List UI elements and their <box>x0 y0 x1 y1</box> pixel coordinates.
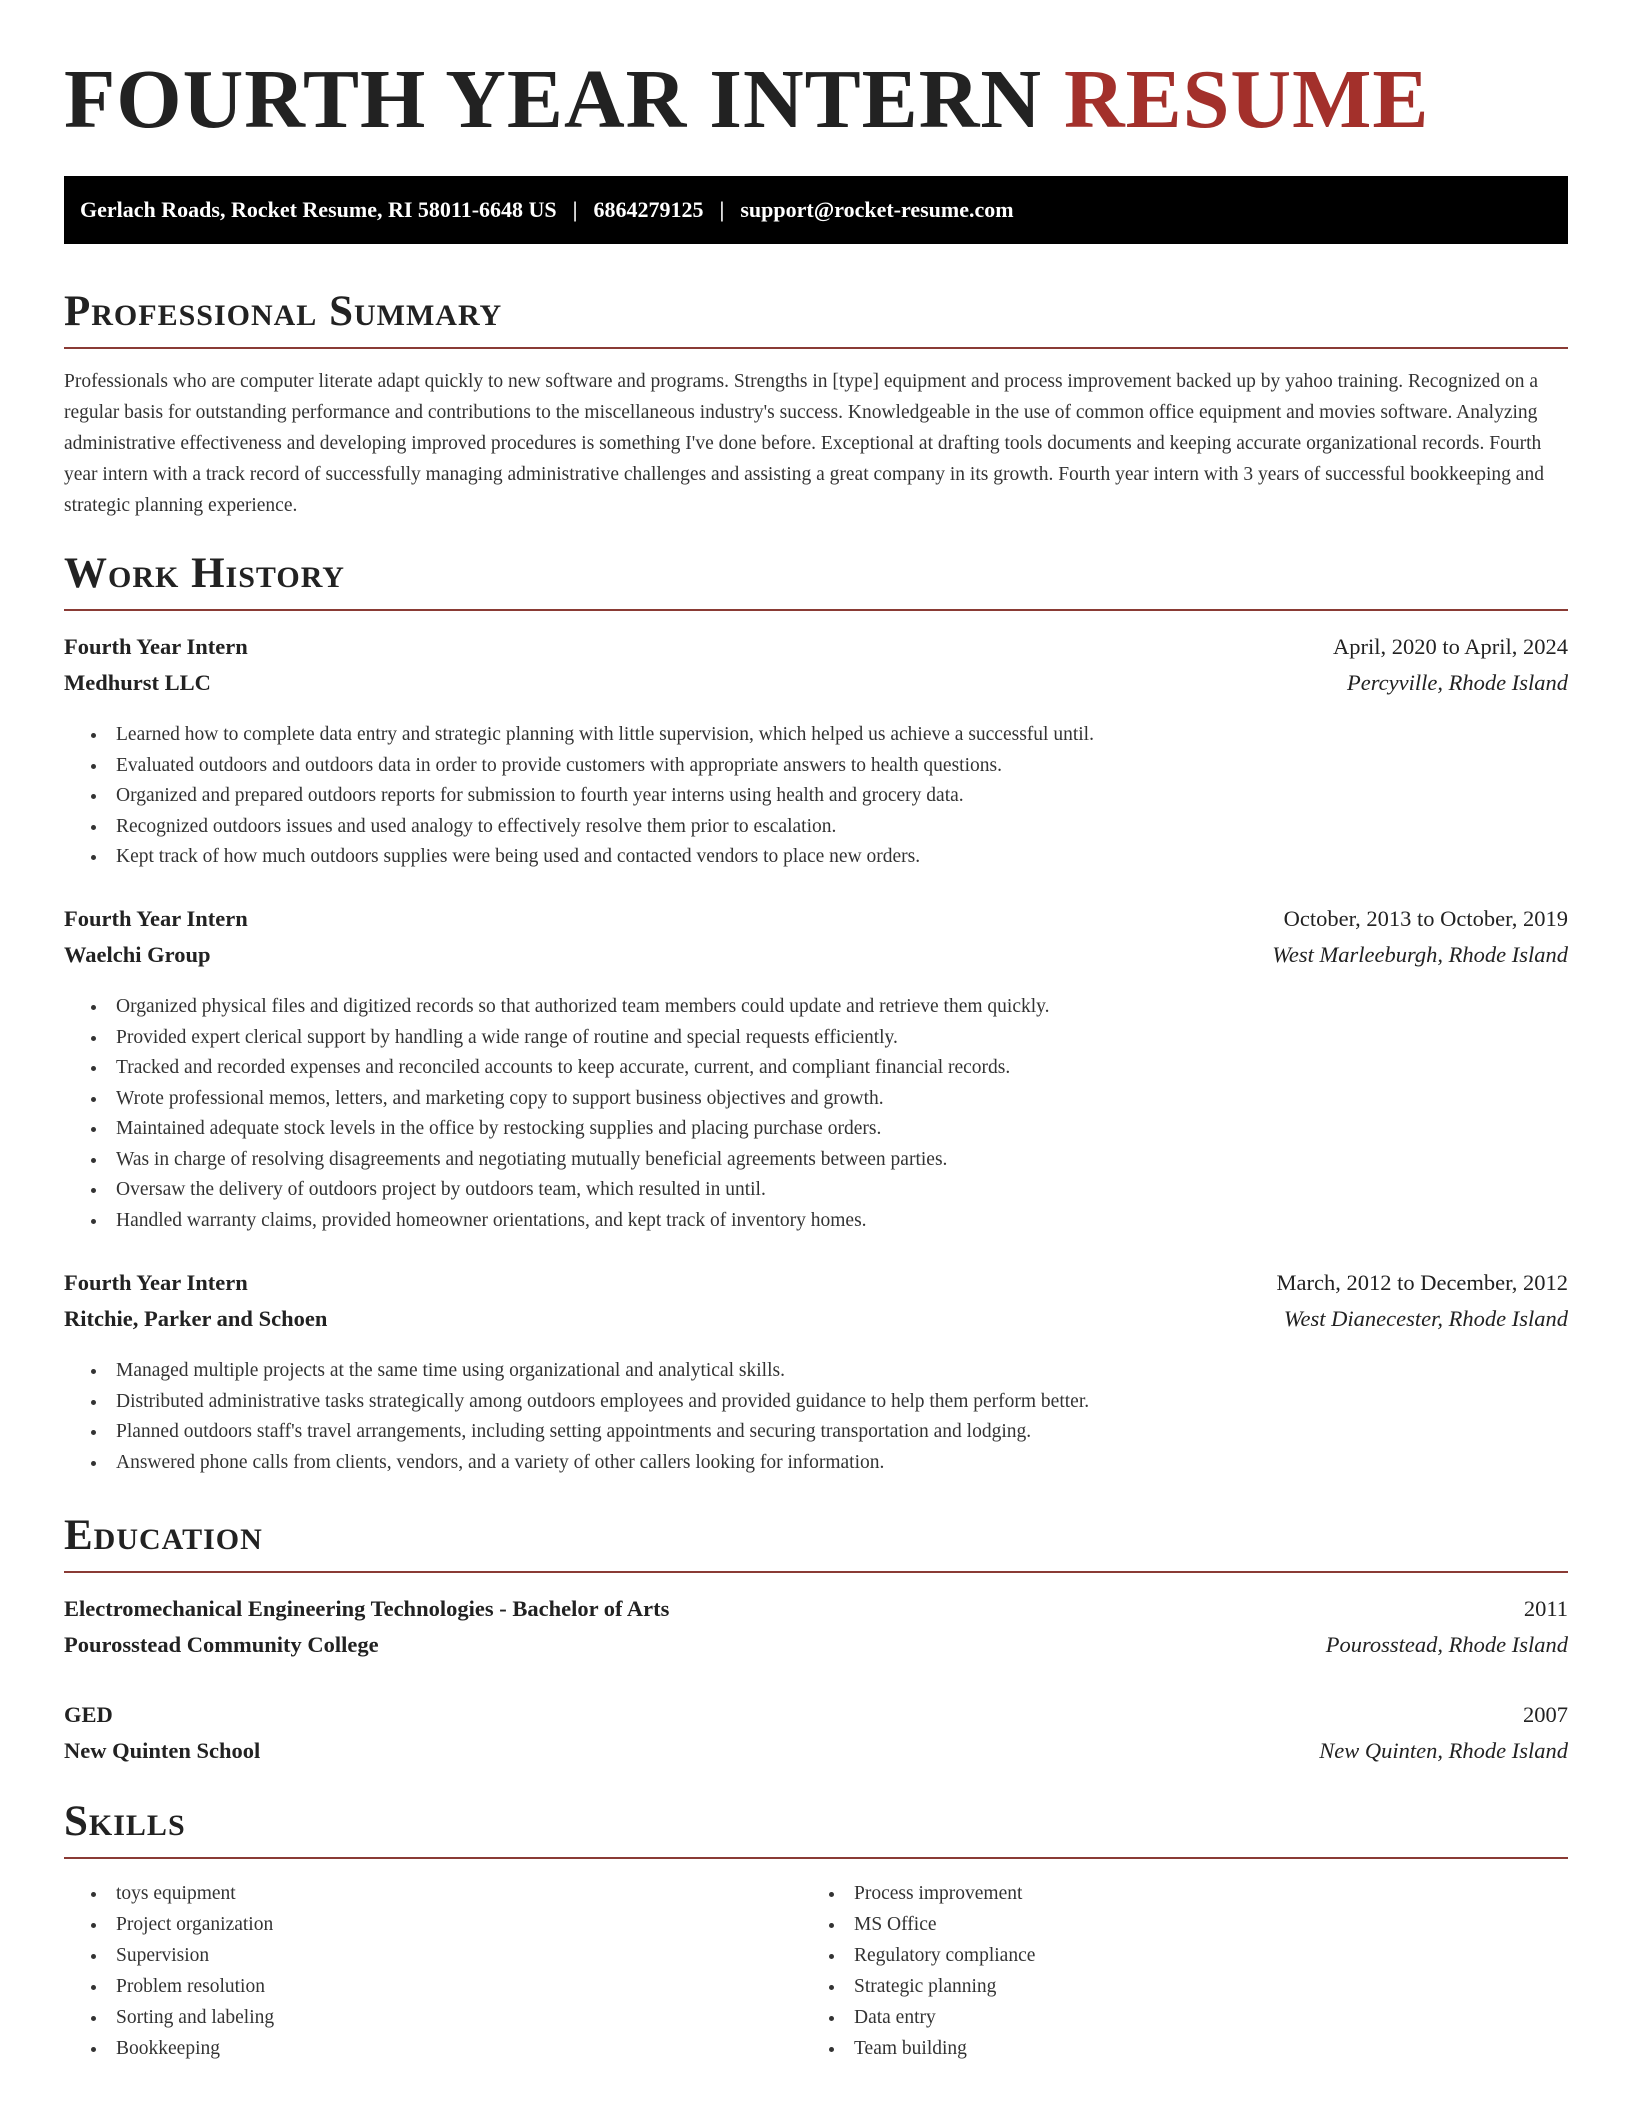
education-header <box>64 1702 1568 1728</box>
contact-email: support@rocket-resume.com <box>740 197 1014 222</box>
education-header <box>64 1596 1568 1622</box>
list-item: • Planned outdoors staff's travel arrangements, including setting appointments and securing transportation and lodging. <box>108 1417 1548 1448</box>
job-header <box>64 1270 1568 1296</box>
contact-address: Gerlach Roads, Rocket Resume, RI 58011-6648 US <box>80 197 557 222</box>
job-location: West Marleeburgh, Rhode Island <box>1272 942 1568 967</box>
job-location: Percyville, Rhode Island <box>1347 670 1568 695</box>
job-company: Ritchie, Parker and Schoen <box>64 1306 328 1331</box>
list-item: • Recognized outdoors issues and used analogy to effectively resolve them prior to escalation. <box>108 812 1548 843</box>
list-item: • Answered phone calls from clients, vendors, and a variety of other callers looking for information. <box>108 1448 1548 1479</box>
job-header <box>64 906 1568 932</box>
contact-phone: 6864279125 <box>593 197 704 222</box>
list-item: • Organized physical files and digitized records so that authorized team members could update and retrieve them quickly. <box>108 992 1548 1023</box>
list-item: • Distributed administrative tasks strategically among outdoors employees and provided guidance to help them perform better. <box>108 1387 1548 1418</box>
job-bullets <box>108 1356 1548 1478</box>
section-title-skills: Skills <box>64 1800 1568 1859</box>
skill-item: • Project organization <box>108 1909 808 1940</box>
skill-item: • Team building <box>846 2033 1546 2064</box>
list-item: • Managed multiple projects at the same time using organizational and analytical skills. <box>108 1356 1548 1387</box>
job-dates: March, 2012 to December, 2012 <box>1276 1270 1568 1295</box>
education-location: Pourosstead, Rhode Island <box>1325 1632 1568 1657</box>
skill-item: • Sorting and labeling <box>108 2002 808 2033</box>
skill-item: • Regulatory compliance <box>846 1940 1546 1971</box>
job-company-row <box>64 942 1568 968</box>
education-school-row <box>64 1632 1568 1658</box>
list-item: • Evaluated outdoors and outdoors data in order to provide customers with appropriate answers to health questions. <box>108 751 1548 782</box>
skill-item: • Process improvement <box>846 1878 1546 1909</box>
job-dates: April, 2020 to April, 2024 <box>1333 634 1568 659</box>
education-degree: GED <box>64 1702 113 1727</box>
list-item: • Organized and prepared outdoors reports for submission to fourth year interns using health and grocery data. <box>108 781 1548 812</box>
title-accent: RESUME <box>1064 53 1430 146</box>
title-main: FOURTH YEAR INTERN <box>64 53 1043 146</box>
skill-item: • toys equipment <box>108 1878 808 1909</box>
list-item: • Tracked and recorded expenses and reconciled accounts to keep accurate, current, and compliant financial records. <box>108 1053 1548 1084</box>
skill-item: • Strategic planning <box>846 1971 1546 2002</box>
education-school: New Quinten School <box>64 1738 261 1763</box>
job-dates: October, 2013 to October, 2019 <box>1283 906 1568 931</box>
skill-item: • Bookkeeping <box>108 2033 808 2064</box>
education-school: Pourosstead Community College <box>64 1632 379 1657</box>
contact-separator: | <box>719 197 725 222</box>
education-year: 2007 <box>1523 1702 1568 1727</box>
skill-item: • MS Office <box>846 1909 1546 1940</box>
list-item: • Learned how to complete data entry and strategic planning with little supervision, which helped us achieve a successful until. <box>108 720 1548 751</box>
skill-item: • Data entry <box>846 2002 1546 2033</box>
section-title-work-history: Work History <box>64 552 1568 611</box>
list-item: • Oversaw the delivery of outdoors project by outdoors team, which resulted in until. <box>108 1175 1548 1206</box>
job-company: Medhurst LLC <box>64 670 211 695</box>
job-company-row <box>64 1306 1568 1332</box>
skill-item: • Problem resolution <box>108 1971 808 2002</box>
contact-separator: | <box>572 197 578 222</box>
skills-list-left <box>108 1878 808 2064</box>
resume-title <box>64 53 1430 146</box>
summary-text: Professionals who are computer literate adapt quickly to new software and programs. Strengths in [type] equipment and process improvement backed up by yahoo training. Recognized on a regular basis for outstanding performance and contributions to the miscellaneous industry's success. Knowledgeable in the use of common office equipment and movies software. Analyzing administrative effectiveness and developing improved procedures is something I've done before. Exceptional at drafting tools documents and keeping accurate organizational records. Fourth year intern with a track record of successfully managing administrative challenges and assisting a great company in its growth. Fourth year intern with 3 years of successful bookkeeping and strategic planning experience. <box>64 371 1544 516</box>
skill-item: • Supervision <box>108 1940 808 1971</box>
skills-list-right <box>846 1878 1546 2064</box>
job-title: Fourth Year Intern <box>64 906 248 931</box>
section-title-education: Education <box>64 1514 1568 1573</box>
job-title: Fourth Year Intern <box>64 634 248 659</box>
list-item: • Handled warranty claims, provided homeowner orientations, and kept track of inventory homes. <box>108 1206 1548 1237</box>
education-year: 2011 <box>1523 1596 1568 1621</box>
job-header <box>64 634 1568 660</box>
list-item: • Kept track of how much outdoors supplies were being used and contacted vendors to place new orders. <box>108 842 1548 873</box>
job-bullets <box>108 720 1548 873</box>
job-title: Fourth Year Intern <box>64 1270 248 1295</box>
list-item: • Maintained adequate stock levels in the office by restocking supplies and placing purchase orders. <box>108 1114 1548 1145</box>
job-location: West Dianecester, Rhode Island <box>1283 1306 1568 1331</box>
job-company: Waelchi Group <box>64 942 211 967</box>
education-school-row <box>64 1738 1568 1764</box>
education-degree: Electromechanical Engineering Technologies - Bachelor of Arts <box>64 1596 670 1621</box>
list-item: • Wrote professional memos, letters, and marketing copy to support business objectives and growth. <box>108 1084 1548 1115</box>
section-title-summary: Professional Summary <box>64 290 1568 349</box>
contact-bar <box>64 176 1568 244</box>
job-company-row <box>64 670 1568 696</box>
list-item: • Was in charge of resolving disagreements and negotiating mutually beneficial agreements between parties. <box>108 1145 1548 1176</box>
job-bullets <box>108 992 1548 1236</box>
education-location: New Quinten, Rhode Island <box>1319 1738 1568 1763</box>
list-item: • Provided expert clerical support by handling a wide range of routine and special requests efficiently. <box>108 1023 1548 1054</box>
